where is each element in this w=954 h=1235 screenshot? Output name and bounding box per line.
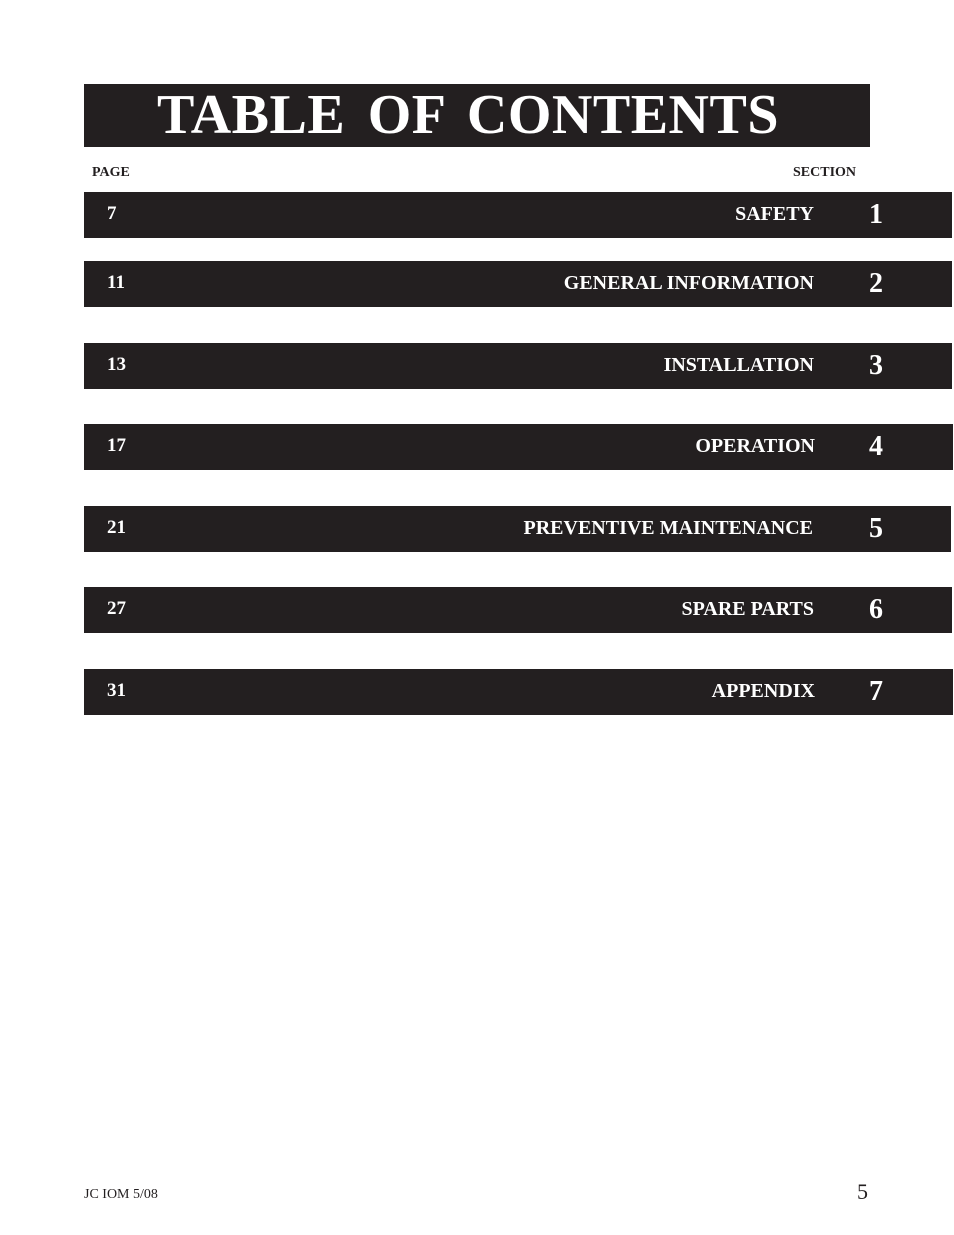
toc-entry-appendix[interactable] [84,669,953,715]
toc-section-title: SPARE PARTS [681,598,814,620]
toc-section-title: INSTALLATION [663,354,814,376]
toc-section-number: 1 [869,199,883,230]
toc-page-number: 11 [107,272,125,293]
toc-section-number: 7 [869,676,883,707]
toc-section-title: PREVENTIVE MAINTENANCE [523,517,813,539]
toc-section-title: SAFETY [735,203,814,225]
toc-page-number: 31 [107,680,126,701]
toc-section-number: 6 [869,594,883,625]
document-id: JC IOM 5/08 [84,1187,158,1202]
toc-entry-installation[interactable] [84,343,952,389]
toc-page-number: 27 [107,598,126,619]
toc-section-title: APPENDIX [711,680,815,702]
toc-entry-operation[interactable] [84,424,953,470]
toc-page-number: 17 [107,435,126,456]
toc-section-title: OPERATION [695,435,815,457]
title-banner [84,84,870,147]
toc-page-number: 21 [107,517,126,538]
page-column-header: PAGE [92,165,130,180]
toc-section-number: 3 [869,350,883,381]
section-column-header: SECTION [793,165,857,180]
toc-section-title: GENERAL INFORMATION [563,272,814,294]
toc-entry-safety[interactable] [84,192,952,238]
toc-page-number: 13 [107,354,126,375]
toc-entry-general-information[interactable] [84,261,952,307]
toc-entry-spare-parts[interactable] [84,587,952,633]
toc-section-number: 4 [869,431,883,462]
toc-section-number: 2 [869,268,883,299]
toc-entry-preventive-maintenance[interactable] [84,506,951,552]
toc-section-number: 5 [869,513,883,544]
toc-page-number: 7 [107,203,117,224]
page-title: TABLE OF CONTENTS [157,84,779,146]
page-number: 5 [857,1179,868,1204]
